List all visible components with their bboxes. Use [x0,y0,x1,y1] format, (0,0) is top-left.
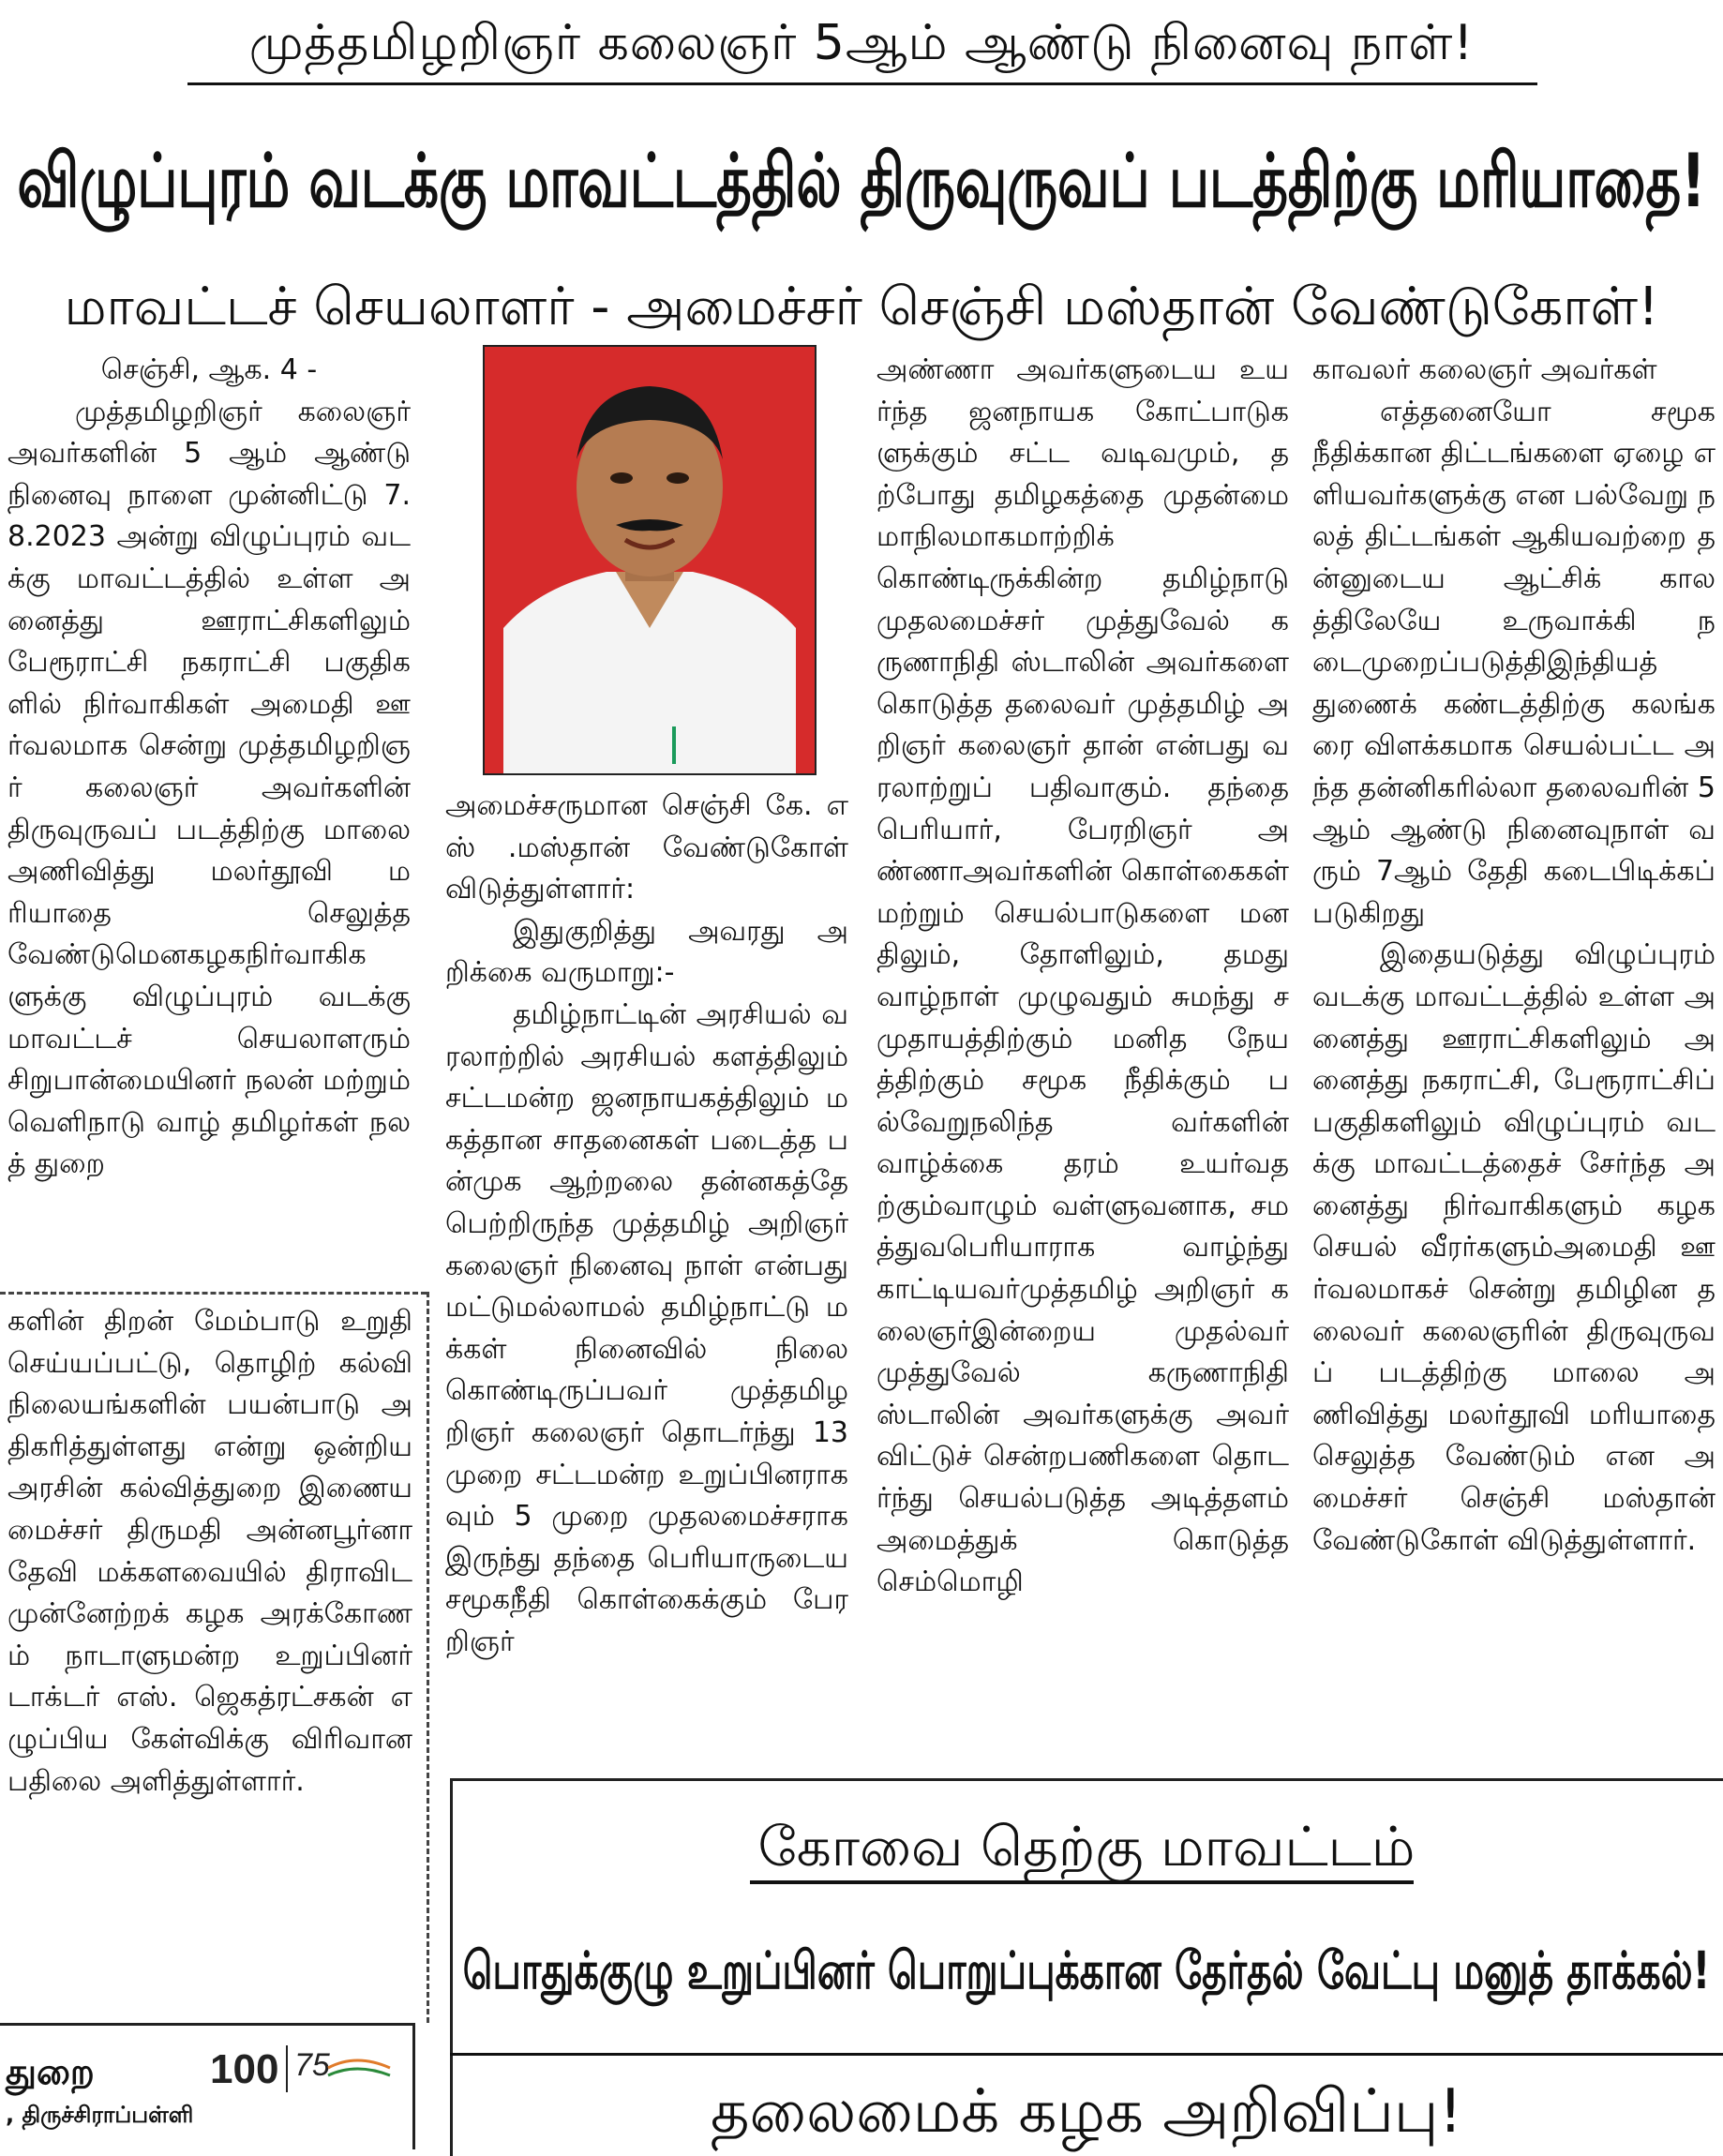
column-2-lead: இதுகுறித்து அவரது அறிக்கை வருமாறு:- [445,914,848,990]
sidebar-top-rule [0,1292,427,1295]
ad-title: துறை [6,2051,95,2092]
centenary-logo-number: 100 [210,2046,279,2092]
column-2-body: தமிழ்நாட்டின் அரசியல் வரலாற்றில் அரசியல் களத்திலும் சட்டமன்ற ஜனநாயகத்திலும் மகத்தான சாதனைகள் படைத்த பன்முக ஆற்றலை தன்னகத்தே பெற்றிருந்த முத்தமிழ் அறிஞர் கலைஞர் நினைவு நாள் என்பது மட்டுமல்லாமல் தமிழ்நாட்டு மக்கள் நினைவில் நிலை கொண்டிருப்பவர் முத்தமிழறிஞர் கலைஞர் தொடர்ந்து 13 முறை சட்டமன்ற உறுப்பினராகவும் 5 முறை முதலமைச்சராக இருந்து தந்தை பெரியாருடைய சமூகநீதி கொள்கைக்கும் பேரறிஞர் [445,997,848,1658]
headline: விழுப்புரம் வடக்கு மாவட்டத்தில் திருவுருவப் படத்திற்கு மரியாதை! [17,138,1706,224]
column-4-intro: காவலர் கலைஞர் அவர்கள் [1312,353,1657,386]
jubilee-logo-number: 75 [294,2047,330,2083]
announcement-footer: தலைமைக் கழக அறிவிப்பு! [710,2077,1463,2147]
announcement-kicker-underline [750,1880,1414,1884]
sidebar-body: களின் திறன் மேம்பாடு உறுதி செய்யப்பட்டு, தொழிற் கல்வி நிலையங்களின் பயன்பாடு அதிகரித்துள்ளது என்று ஒன்றிய அரசின் கல்வித்துறை இணையமைச்சர் திருமதி அன்னபூர்னா தேவி மக்களவையில் திராவிட முன்னேற்றக் கழக அரக்கோணம் நாடாளுமன்ற உறுப்பினர் டாக்டர் எஸ். ஜெகத்ரட்சகன் எழுப்பிய கேள்விக்கு விரிவான பதிலை அளித்துள்ளார். [7,1305,412,1798]
dateline: செஞ்சி, ஆக. 4 - [100,353,318,386]
kicker-title: முத்தமிழறிஞர் கலைஞர் 5ஆம் ஆண்டு நினைவு நாள்! [248,15,1475,71]
announcement-kicker: கோவை தெற்கு மாவட்டம் [757,1815,1416,1879]
column-2-intro: அமைச்சருமான செஞ்சி கே. எஸ் .மஸ்தான் வேண்டுகோள் விடுத்துள்ளார்: [445,789,848,906]
announcement-headline: பொதுக்குழு உறுப்பினர் பொறுப்புக்கான தேர்தல் வேட்பு மனுத் தாக்கல்! [462,1939,1711,2001]
centenary-logo-icon [206,2040,394,2100]
column-3-body: அண்ணா அவர்களுடைய உயர்ந்த ஜனநாயக கோட்பாடுகளுக்கும் சட்ட வடிவமும், தற்போது தமிழகத்தை முதன்மை மாநிலமாகமாற்றிக் கொண்டிருக்கின்ற தமிழ்நாடு முதலமைச்சர் முத்துவேல் கருணாநிதி ஸ்டாலின் அவர்களை கொடுத்த தலைவர் முத்தமிழ் அறிஞர் கலைஞர் தான் என்பது வரலாற்றுப் பதிவாகும். தந்தை பெரியார், பேரறிஞர் அண்ணாஅவர்களின் கொள்கைகள் மற்றும் செயல்பாடுகளை மனதிலும், தோளிலும், தமது வாழ்நாள் முழுவதும் சுமந்து சமுதாயத்திற்கும் மனித நேயத்திற்கும் சமூக நீதிக்கும் பல்வேறுநலிந்த வர்களின் வாழ்க்கை தரம் உயர்வதற்கும்வாழும் வள்ளுவனாக, சமத்துவபெரியாராக வாழ்ந்து காட்டியவர்முத்தமிழ் அறிஞர் கலைஞர்இன்றைய முதல்வர் முத்துவேல் கருணாநிதி ஸ்டாலின் அவர்களுக்கு அவர் விட்டுச் சென்றபணிகளை தொடர்ந்து செயல்படுத்த அடித்தளம் அமைத்துக் கொடுத்த செம்மொழி [876,353,1289,1599]
column-4-body: எத்தனையோ சமூகநீதிக்கான திட்டங்களை ஏழை எளியவர்களுக்கு என பல்வேறு நலத் திட்டங்கள் ஆகியவற்றை தன்னுடைய ஆட்சிக் காலத்திலேயே உருவாக்கி நடைமுறைப்படுத்திஇந்தியத் துணைக் கண்டத்திற்கு கலங்கரை விளக்கமாக செயல்பட்ட அந்த தன்னிகரில்லா தலைவரின் 5ஆம் ஆண்டு நினைவுநாள் வரும் 7ஆம் தேதி கடைபிடிக்கப் படுகிறது [1312,395,1716,930]
subheadline: மாவட்டச் செயலாளர் - அமைச்சர் செஞ்சி மஸ்தான் வேண்டுகோள்! [64,277,1659,337]
minister-photo [483,345,817,775]
sidebar-right-rule [427,1292,429,2023]
sidebar-article [7,1301,412,2014]
announcement-divider [450,2053,1723,2056]
ad-location: , திருச்சிராப்பள்ளி [6,2102,194,2128]
column-1-body: முத்தமிழறிஞர் கலைஞர் அவர்களின் 5 ஆம் ஆண்டு நினைவு நாளை முன்னிட்டு 7.8.2023 அன்று விழுப்புரம் வடக்கு மாவட்டத்தில் உள்ள அனைத்து ஊராட்சிகளிலும் பேரூராட்சி நகராட்சி பகுதிகளில் நிர்வாகிகள் அமைதி ஊர்வலமாக சென்று முத்தமிழறிஞர் கலைஞர் அவர்களின் திருவுருவப் படத்திற்கு மாலை அணிவித்து மலர்தூவி மரியாதை செலுத்த வேண்டுமெனகழகநிர்வாகிகளுக்கு விழுப்புரம் வடக்கு மாவட்டச் செயலாளரும் சிறுபான்மையினர் நலன் மற்றும் வெளிநாடு வாழ் தமிழர்கள் நலத் துறை [7,395,411,1181]
column-2 [445,786,848,1770]
column-4-closing: இதையடுத்து விழுப்புரம் வடக்கு மாவட்டத்தில் உள்ள அனைத்து ஊராட்சிகளிலும் அனைத்து நகராட்சி, பேரூராட்சிப் பகுதிகளிலும் விழுப்புரம் வடக்கு மாவட்டத்தைச் சேர்ந்த அனைத்து நிர்வாகிகளும் கழக செயல் வீரர்களும்அமைதி ஊர்வலமாகச் சென்று தமிழின தலைவர் கலைஞரின் திருவுருவப் படத்திற்கு மாலை அணிவித்து மலர்தூவி மரியாதை செலுத்த வேண்டும் என அமைச்சர் செஞ்சி மஸ்தான் வேண்டுகோள் விடுத்துள்ளார். [1312,938,1716,1557]
column-1 [7,350,411,1268]
column-3 [876,350,1289,1770]
column-4 [1312,350,1716,1770]
